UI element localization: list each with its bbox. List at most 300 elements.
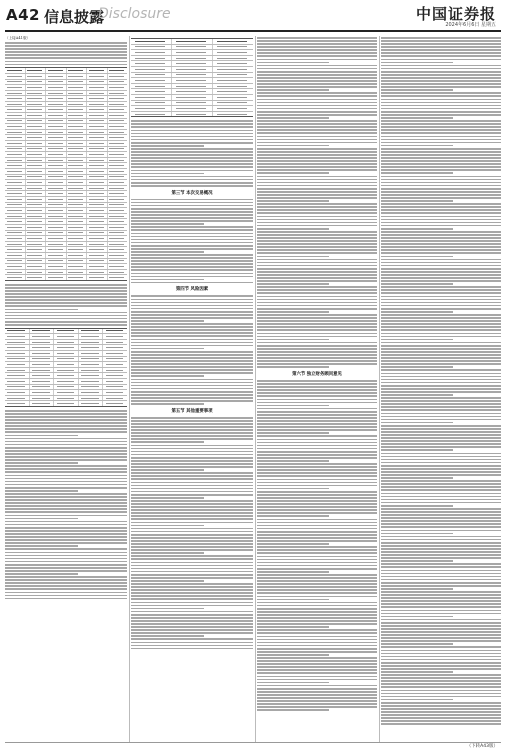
text-line bbox=[381, 637, 501, 639]
table-cell bbox=[67, 141, 88, 146]
text-line bbox=[381, 560, 453, 562]
text-line bbox=[257, 323, 377, 325]
table-cell bbox=[5, 107, 26, 112]
text-line bbox=[257, 157, 377, 159]
table-cell bbox=[79, 334, 104, 339]
table-cell bbox=[46, 225, 67, 230]
table-cell bbox=[108, 264, 128, 269]
text-line bbox=[381, 237, 501, 239]
text-line bbox=[257, 475, 377, 477]
table-cell bbox=[46, 119, 67, 124]
section-title: 信息披露 bbox=[44, 8, 105, 26]
text-line bbox=[381, 551, 501, 553]
text-line bbox=[257, 512, 377, 514]
table-cell bbox=[108, 242, 128, 247]
text-line bbox=[131, 266, 253, 268]
text-line bbox=[131, 223, 204, 225]
text-line bbox=[257, 345, 377, 347]
table-cell bbox=[67, 247, 88, 252]
text-line bbox=[5, 515, 127, 517]
paper-name: 中国证券报 bbox=[415, 5, 496, 23]
text-line bbox=[381, 474, 501, 476]
text-line bbox=[381, 366, 453, 368]
text-line bbox=[131, 314, 253, 316]
text-line bbox=[131, 546, 253, 548]
text-line bbox=[5, 548, 127, 550]
text-line bbox=[381, 397, 501, 399]
text-line bbox=[5, 48, 127, 50]
table-cell bbox=[67, 80, 88, 85]
text-line bbox=[131, 208, 253, 210]
table-cell bbox=[87, 203, 108, 208]
text-line bbox=[257, 289, 377, 291]
text-line bbox=[257, 228, 329, 230]
table-cell bbox=[79, 368, 104, 373]
table-cell bbox=[67, 152, 88, 157]
text-line bbox=[131, 435, 253, 437]
body-text-block bbox=[131, 120, 253, 186]
text-line bbox=[381, 388, 501, 390]
text-line bbox=[5, 422, 127, 424]
data-table bbox=[5, 67, 127, 281]
text-line bbox=[381, 311, 453, 313]
table-cell bbox=[103, 396, 127, 401]
table-cell bbox=[67, 135, 88, 140]
table-cell bbox=[26, 197, 47, 202]
text-line bbox=[5, 64, 127, 66]
text-line bbox=[131, 279, 204, 281]
table-cell bbox=[46, 135, 67, 140]
text-line bbox=[257, 95, 377, 97]
text-line bbox=[131, 157, 253, 159]
text-line bbox=[131, 239, 253, 241]
table-cell bbox=[26, 152, 47, 157]
table-cell bbox=[46, 169, 67, 174]
text-line bbox=[381, 65, 501, 67]
text-line bbox=[257, 329, 377, 331]
table-cell bbox=[26, 158, 47, 163]
text-line bbox=[381, 603, 501, 605]
text-line bbox=[131, 562, 253, 564]
table-cell bbox=[5, 68, 26, 73]
table-cell bbox=[87, 135, 108, 140]
text-line bbox=[381, 536, 501, 538]
text-line bbox=[257, 556, 377, 558]
text-line bbox=[5, 293, 127, 295]
text-line bbox=[257, 145, 329, 147]
text-line bbox=[381, 446, 501, 448]
table-cell bbox=[108, 80, 128, 85]
text-line bbox=[257, 617, 377, 619]
text-line bbox=[5, 588, 127, 590]
text-line bbox=[257, 623, 377, 625]
text-line bbox=[257, 148, 377, 150]
text-line bbox=[257, 339, 329, 341]
table-cell bbox=[30, 334, 55, 339]
text-line bbox=[381, 517, 501, 519]
text-line bbox=[257, 485, 377, 487]
text-line bbox=[131, 522, 253, 524]
text-line bbox=[131, 142, 253, 144]
text-line bbox=[381, 646, 501, 648]
intro-label: （上接A41版） bbox=[5, 36, 31, 40]
text-line bbox=[381, 59, 501, 61]
text-line bbox=[131, 133, 253, 135]
text-line bbox=[131, 400, 253, 402]
table-cell bbox=[5, 119, 26, 124]
table-cell bbox=[108, 96, 128, 101]
table-cell bbox=[108, 85, 128, 90]
text-line bbox=[5, 585, 127, 587]
body-text-block bbox=[131, 199, 253, 284]
text-line bbox=[257, 386, 377, 388]
text-line bbox=[381, 274, 501, 276]
text-line bbox=[381, 449, 453, 451]
text-line bbox=[257, 706, 377, 708]
table-cell bbox=[67, 208, 88, 213]
table-cell bbox=[87, 130, 108, 135]
text-line bbox=[381, 126, 501, 128]
text-line bbox=[131, 151, 253, 153]
text-line bbox=[131, 592, 253, 594]
text-line bbox=[381, 336, 501, 338]
text-line bbox=[257, 283, 329, 285]
table-cell bbox=[108, 186, 128, 191]
text-line bbox=[381, 505, 453, 507]
text-line bbox=[5, 416, 127, 418]
table-cell bbox=[26, 163, 47, 168]
text-line bbox=[381, 594, 501, 596]
table-cell bbox=[67, 124, 88, 129]
table-cell bbox=[103, 368, 127, 373]
text-line bbox=[257, 445, 377, 447]
text-line bbox=[381, 422, 453, 424]
text-line bbox=[381, 480, 501, 482]
table-cell bbox=[5, 158, 26, 163]
table-cell bbox=[79, 373, 104, 378]
text-line bbox=[5, 524, 127, 526]
table-cell bbox=[213, 61, 253, 66]
table-cell bbox=[108, 147, 128, 152]
table-cell bbox=[46, 247, 67, 252]
text-line bbox=[131, 295, 253, 297]
text-line bbox=[257, 348, 377, 350]
text-line bbox=[381, 557, 501, 559]
text-line bbox=[5, 324, 127, 326]
text-line bbox=[381, 231, 501, 233]
table-cell bbox=[5, 197, 26, 202]
text-line bbox=[131, 173, 204, 175]
text-line bbox=[257, 543, 329, 545]
text-line bbox=[381, 105, 501, 107]
text-line bbox=[131, 139, 253, 141]
text-line bbox=[381, 40, 501, 42]
table-cell bbox=[79, 340, 104, 345]
table-cell bbox=[87, 124, 108, 129]
text-line bbox=[131, 217, 253, 219]
text-line bbox=[381, 699, 453, 701]
text-line bbox=[381, 493, 501, 495]
table-cell bbox=[67, 119, 88, 124]
text-line bbox=[381, 246, 501, 248]
text-line bbox=[381, 385, 501, 387]
table-cell bbox=[5, 191, 26, 196]
text-line bbox=[5, 456, 127, 458]
table-cell bbox=[172, 61, 213, 66]
table-cell bbox=[46, 147, 67, 152]
table-cell bbox=[79, 362, 104, 367]
table-cell bbox=[131, 89, 172, 94]
text-line bbox=[257, 366, 329, 368]
table-cell bbox=[103, 379, 127, 384]
text-line bbox=[131, 335, 253, 337]
text-line bbox=[131, 382, 253, 384]
table-cell bbox=[26, 236, 47, 241]
table-cell bbox=[5, 113, 26, 118]
text-line bbox=[257, 580, 377, 582]
text-line bbox=[257, 420, 377, 422]
text-line bbox=[131, 515, 253, 517]
text-line bbox=[381, 342, 501, 344]
text-line bbox=[381, 659, 501, 661]
text-line bbox=[5, 410, 127, 412]
text-line bbox=[257, 326, 377, 328]
text-line bbox=[257, 351, 377, 353]
table-cell bbox=[213, 67, 253, 72]
text-line bbox=[257, 645, 377, 647]
column-1 bbox=[5, 36, 127, 601]
table-cell bbox=[30, 373, 55, 378]
table-cell bbox=[87, 197, 108, 202]
table-cell bbox=[108, 68, 128, 73]
text-line bbox=[381, 145, 453, 147]
text-line bbox=[131, 475, 253, 477]
text-line bbox=[131, 525, 204, 527]
text-line bbox=[381, 102, 501, 104]
text-line bbox=[131, 509, 253, 511]
text-line bbox=[257, 249, 377, 251]
table-cell bbox=[26, 219, 47, 224]
table-cell bbox=[131, 78, 172, 83]
text-line bbox=[381, 523, 501, 525]
text-line bbox=[381, 280, 501, 282]
table-cell bbox=[30, 396, 55, 401]
table-cell bbox=[67, 191, 88, 196]
text-line bbox=[257, 197, 377, 199]
text-line bbox=[131, 497, 204, 499]
table-cell bbox=[108, 74, 128, 79]
text-line bbox=[257, 395, 377, 397]
continue-tag: （下转A43版） bbox=[466, 744, 498, 749]
table-cell bbox=[26, 135, 47, 140]
table-cell bbox=[131, 84, 172, 89]
text-line bbox=[5, 558, 127, 560]
text-line bbox=[381, 591, 501, 593]
text-line bbox=[381, 243, 501, 245]
table-cell bbox=[87, 208, 108, 213]
text-line bbox=[381, 99, 501, 101]
text-line bbox=[257, 277, 377, 279]
text-line bbox=[381, 289, 501, 291]
text-line bbox=[257, 500, 377, 502]
table-cell bbox=[213, 106, 253, 111]
text-line bbox=[5, 315, 127, 317]
text-line bbox=[257, 169, 377, 171]
text-line bbox=[5, 508, 127, 510]
text-line bbox=[131, 302, 253, 304]
text-line bbox=[5, 45, 127, 47]
text-line bbox=[257, 216, 377, 218]
text-line bbox=[5, 318, 127, 320]
text-line bbox=[381, 545, 501, 547]
text-line bbox=[381, 677, 501, 679]
text-line bbox=[257, 77, 377, 79]
table-cell bbox=[5, 345, 30, 350]
text-line bbox=[257, 354, 377, 356]
table-cell bbox=[26, 107, 47, 112]
table-cell bbox=[108, 102, 128, 107]
text-line bbox=[257, 639, 377, 641]
text-line bbox=[5, 438, 127, 440]
text-line bbox=[381, 616, 453, 618]
text-line bbox=[131, 488, 253, 490]
table-cell bbox=[5, 169, 26, 174]
text-line bbox=[257, 392, 377, 394]
table-cell bbox=[67, 197, 88, 202]
table-cell bbox=[46, 259, 67, 264]
table-cell bbox=[30, 340, 55, 345]
text-line bbox=[381, 68, 501, 70]
table-cell bbox=[172, 73, 213, 78]
text-line bbox=[131, 426, 253, 428]
text-line bbox=[131, 608, 204, 610]
table-cell bbox=[26, 96, 47, 101]
text-line bbox=[131, 351, 253, 353]
text-line bbox=[257, 246, 377, 248]
text-line bbox=[131, 626, 253, 628]
table-cell bbox=[67, 219, 88, 224]
text-line bbox=[257, 92, 377, 94]
text-line bbox=[257, 482, 377, 484]
table-cell bbox=[213, 39, 253, 44]
text-line bbox=[257, 166, 377, 168]
text-line bbox=[257, 636, 377, 638]
text-line bbox=[5, 309, 78, 311]
table-cell bbox=[103, 357, 127, 362]
column-2 bbox=[131, 36, 253, 651]
table-cell bbox=[5, 85, 26, 90]
text-line bbox=[381, 77, 501, 79]
table-cell bbox=[30, 385, 55, 390]
text-line bbox=[381, 256, 453, 258]
table-cell bbox=[67, 113, 88, 118]
table-cell bbox=[87, 242, 108, 247]
table-cell bbox=[108, 135, 128, 140]
text-line bbox=[5, 576, 127, 578]
text-line bbox=[257, 488, 329, 490]
table-cell bbox=[87, 180, 108, 185]
text-line bbox=[131, 236, 253, 238]
table-cell bbox=[5, 152, 26, 157]
table-cell bbox=[26, 242, 47, 247]
table-cell bbox=[172, 78, 213, 83]
text-line bbox=[381, 74, 501, 76]
text-line bbox=[5, 42, 127, 44]
text-line bbox=[381, 123, 501, 125]
table-cell bbox=[5, 214, 26, 219]
table-cell bbox=[103, 334, 127, 339]
text-line bbox=[381, 249, 501, 251]
top-rule bbox=[5, 30, 501, 32]
table-cell bbox=[67, 225, 88, 230]
table-cell bbox=[5, 163, 26, 168]
text-line bbox=[381, 653, 501, 655]
table-cell bbox=[30, 401, 55, 406]
text-line bbox=[131, 482, 253, 484]
text-line bbox=[381, 456, 501, 458]
text-line bbox=[131, 251, 204, 253]
table-cell bbox=[172, 45, 213, 50]
text-line bbox=[257, 519, 377, 521]
text-line bbox=[257, 479, 377, 481]
text-line bbox=[131, 494, 253, 496]
table-cell bbox=[26, 259, 47, 264]
text-line bbox=[131, 528, 253, 530]
text-line bbox=[381, 302, 501, 304]
text-line bbox=[257, 126, 377, 128]
text-line bbox=[381, 489, 501, 491]
table-cell bbox=[5, 275, 26, 280]
table-cell bbox=[67, 169, 88, 174]
text-line bbox=[131, 242, 253, 244]
text-line bbox=[5, 413, 127, 415]
text-line bbox=[381, 622, 501, 624]
table-cell bbox=[54, 396, 79, 401]
text-line bbox=[5, 487, 127, 489]
table-cell bbox=[213, 56, 253, 61]
text-line bbox=[381, 702, 501, 704]
text-line bbox=[131, 385, 253, 387]
text-line bbox=[257, 605, 377, 607]
text-line bbox=[257, 602, 377, 604]
table-cell bbox=[5, 80, 26, 85]
text-line bbox=[257, 648, 377, 650]
text-line bbox=[257, 182, 377, 184]
table-cell bbox=[54, 345, 79, 350]
text-line bbox=[131, 148, 253, 150]
text-line bbox=[131, 276, 253, 278]
text-line bbox=[381, 425, 501, 427]
text-line bbox=[381, 514, 501, 516]
data-table bbox=[131, 38, 253, 117]
text-line bbox=[257, 380, 377, 382]
text-line bbox=[381, 43, 501, 45]
text-line bbox=[257, 200, 329, 202]
text-line bbox=[381, 354, 501, 356]
table-cell bbox=[5, 186, 26, 191]
text-line bbox=[131, 305, 253, 307]
table-cell bbox=[87, 68, 108, 73]
table-cell bbox=[87, 102, 108, 107]
text-line bbox=[5, 435, 78, 437]
text-line bbox=[381, 453, 501, 455]
table-cell bbox=[46, 208, 67, 213]
text-line bbox=[381, 440, 501, 442]
text-line bbox=[381, 160, 501, 162]
text-line bbox=[257, 55, 377, 57]
text-line bbox=[131, 120, 253, 122]
text-line bbox=[257, 117, 329, 119]
